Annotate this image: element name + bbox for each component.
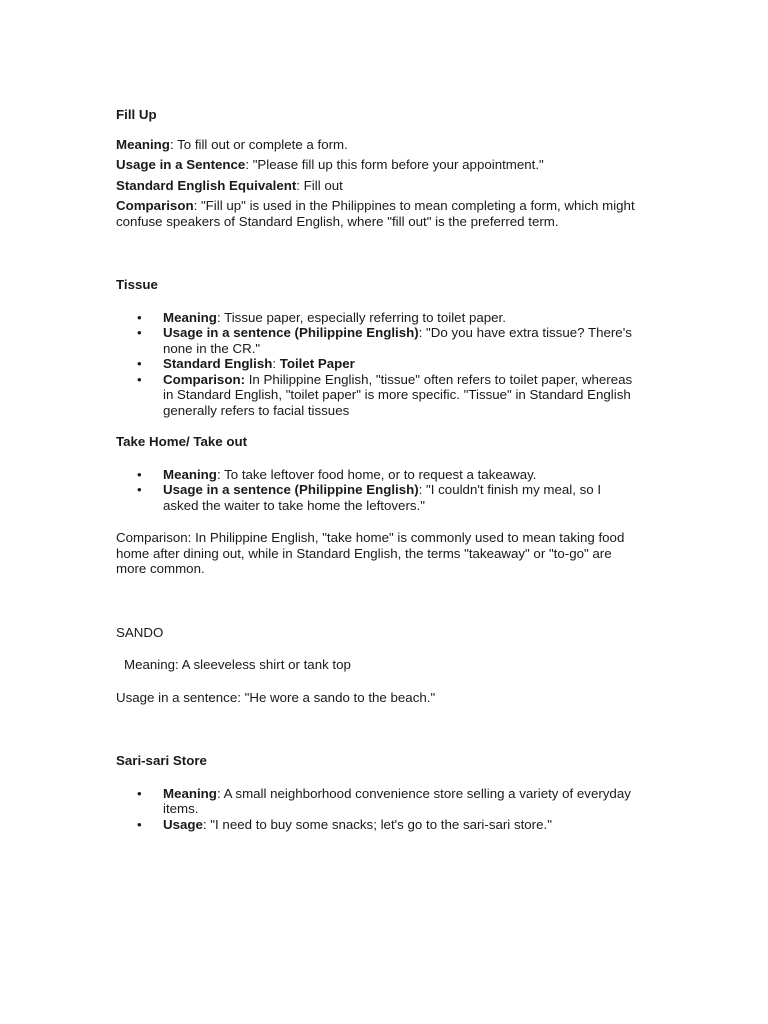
fill-up-usage-text: : "Please fill up this form before your appointment." [245, 157, 544, 172]
list-item [116, 356, 636, 372]
list-item [116, 786, 636, 817]
fill-up-comparison-text: : "Fill up" is used in the Philippines to mean completing a form, which might confuse speakers of Standard English, where "fill out" is the preferred term. [116, 198, 635, 229]
tissue-standard-sep: : [272, 356, 280, 371]
fill-up-equivalent-text: : Fill out [296, 177, 343, 193]
tissue-list [116, 310, 636, 419]
fill-up-meaning-text: : To fill out or complete a form. [169, 136, 348, 152]
take-home-meaning-label: Meaning [163, 466, 217, 482]
take-home-comparison: Comparison: In Philippine English, "take home" is commonly used to mean taking food home after dining out, while in Standard English, the terms "takeaway" or "to-go" are more common. [116, 530, 625, 576]
take-home-list [116, 467, 636, 514]
sari-sari-meaning-text: : A small neighborhood convenience store selling a variety of everyday items. [163, 785, 631, 816]
sando-usage: Usage in a sentence: "He wore a sando to the beach." [116, 689, 436, 705]
take-home-usage-text: : "I couldn't finish my meal, so I asked the waiter to take home the leftovers." [163, 482, 602, 513]
fill-up-comparison-label: Comparison [116, 198, 194, 213]
sari-sari-heading: Sari-sari Store [116, 753, 207, 768]
tissue-meaning-text: : Tissue paper, especially referring to toilet paper. [216, 309, 506, 325]
tissue-usage-text: : "Do you have extra tissue? There's none in the CR." [163, 325, 632, 356]
take-home-usage-label: Usage in a sentence (Philippine English) [163, 482, 419, 497]
tissue-standard-label: Standard English [163, 356, 273, 371]
sari-sari-usage-label: Usage [163, 816, 203, 832]
fill-up-comparison [116, 198, 636, 229]
list-item [116, 372, 636, 419]
fill-up-equivalent [116, 178, 636, 194]
sari-sari-usage-text: : "I need to buy some snacks; let's go to the sari-sari store." [202, 816, 552, 832]
fill-up-usage-label: Usage in a Sentence [116, 157, 246, 172]
fill-up-meaning [116, 137, 636, 153]
list-item [116, 310, 636, 326]
take-home-meaning-text: : To take leftover food home, or to request a takeaway. [216, 466, 537, 482]
sari-sari-meaning-label: Meaning [163, 785, 217, 801]
fill-up-meaning-label: Meaning [116, 136, 170, 152]
take-home-heading: Take Home/ Take out [116, 434, 248, 449]
fill-up-heading: Fill Up [116, 107, 157, 122]
list-item [116, 482, 636, 513]
sando-meaning: Meaning: A sleeveless shirt or tank top [124, 657, 351, 672]
tissue-standard-value: Toilet Paper [279, 356, 355, 371]
tissue-comparison-label: Comparison: [163, 371, 246, 387]
sari-sari-list [116, 786, 636, 833]
tissue-heading: Tissue [116, 277, 158, 292]
list-item [116, 325, 636, 356]
tissue-meaning-label: Meaning [163, 309, 217, 325]
tissue-usage-label: Usage in a sentence (Philippine English) [163, 325, 419, 340]
list-item [116, 467, 636, 483]
tissue-comparison-text: In Philippine English, "tissue" often refers to toilet paper, whereas in Standard English, "toilet paper" is more specific. "Tissue" in Standard English generally refers to facial tissues [163, 371, 633, 418]
sando-heading: SANDO [116, 624, 164, 640]
list-item [116, 817, 636, 833]
fill-up-usage [116, 157, 636, 173]
fill-up-equivalent-label: Standard English Equivalent [116, 177, 297, 193]
document-page [116, 107, 636, 832]
